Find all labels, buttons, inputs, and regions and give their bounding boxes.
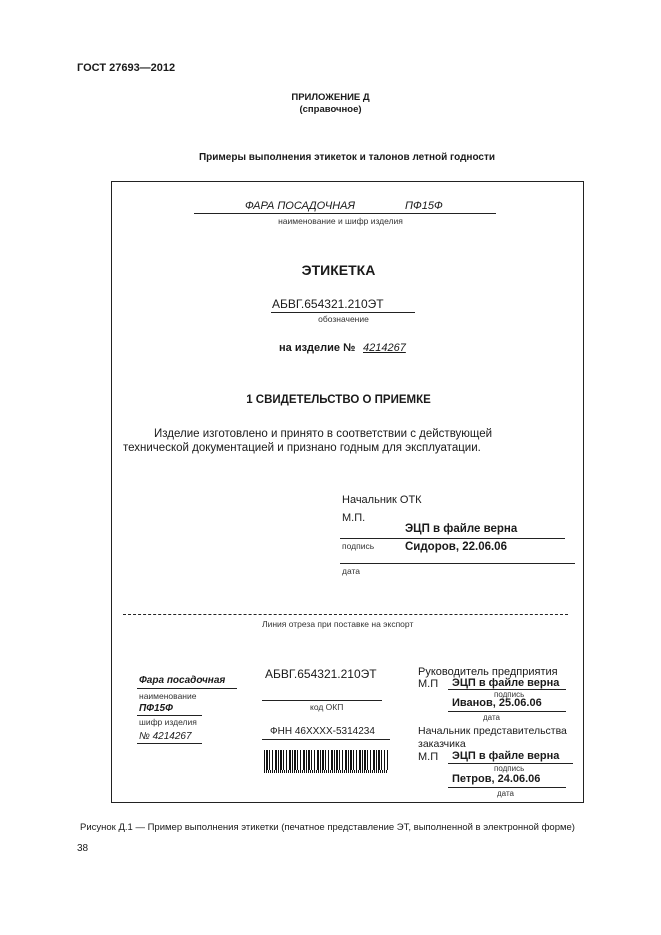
date-caption: дата [342, 566, 361, 576]
stub-designation: АБВГ.654321.210ЭТ [265, 667, 377, 681]
stub-number: № 4214267 [139, 731, 192, 742]
manager-signature: ЭЦП в файле верна [452, 677, 560, 689]
rep-title-1: Начальник представительства [418, 725, 567, 737]
signature-caption: подпись [342, 541, 375, 551]
designation-underline [271, 312, 415, 313]
barcode-guard [264, 770, 388, 773]
signature-underline [340, 538, 565, 539]
rep-seal: М.П [418, 751, 439, 763]
certificate-title: 1 СВИДЕТЕЛЬСТВО О ПРИЕМКЕ [246, 394, 431, 406]
product-name: ФАРА ПОСАДОЧНАЯ [245, 200, 356, 212]
okp-caption: код ОКП [310, 702, 344, 712]
stub-code: ПФ15Ф [139, 703, 173, 714]
manager-date-caption: дата [483, 713, 500, 722]
product-caption: наименование и шифр изделия [278, 216, 403, 226]
manager-date-underline [448, 711, 566, 712]
manager-title: Руководитель предприятия [418, 666, 558, 678]
manager-seal: М.П [418, 678, 439, 690]
cut-line-caption: Линия отреза при поставке на экспорт [262, 619, 414, 629]
seal-mark: М.П. [342, 512, 366, 524]
signature-name: Сидоров, 22.06.06 [405, 541, 507, 553]
rep-name: Петров, 24.06.06 [452, 773, 541, 785]
appendix-title: ПРИЛОЖЕНИЕ Д [291, 92, 370, 103]
fnn-underline [262, 739, 390, 740]
barcode [264, 750, 388, 770]
cut-line [123, 614, 568, 615]
stub-number-underline [137, 743, 202, 744]
item-prefix: на изделие № [279, 342, 356, 354]
manager-name: Иванов, 25.06.06 [452, 697, 542, 709]
page-number: 38 [77, 843, 89, 854]
rep-title-2: заказчика [418, 738, 466, 750]
stub-code-underline [137, 715, 202, 716]
product-code: ПФ15Ф [405, 200, 443, 212]
certificate-line-1: Изделие изготовлено и принято в соответствии с действующей [154, 428, 493, 440]
otk-head: Начальник ОТК [342, 494, 422, 506]
item-number: 4214267 [363, 342, 406, 354]
manager-sig-caption: подпись [494, 690, 525, 699]
rep-signature: ЭЦП в файле верна [452, 750, 560, 762]
rep-date-caption: дата [497, 789, 514, 798]
designation-caption: обозначение [318, 314, 369, 324]
fnn-code: ФНН 46XXXX-5314234 [270, 726, 375, 737]
standard-header: ГОСТ 27693—2012 [77, 62, 176, 74]
okp-underline [262, 700, 382, 701]
date-underline [340, 563, 575, 564]
stub-name-underline [137, 688, 237, 689]
appendix-subtitle: (справочное) [299, 104, 362, 115]
product-underline [194, 213, 496, 214]
stub-code-caption: шифр изделия [139, 717, 197, 727]
designation: АБВГ.654321.210ЭТ [272, 297, 384, 311]
label-title: ЭТИКЕТКА [301, 262, 376, 278]
figure-caption: Рисунок Д.1 — Пример выполнения этикетки (печатное представление ЭТ, выполненной в электронной форме) [80, 822, 575, 833]
signature-text: ЭЦП в файле верна [405, 523, 518, 535]
stub-name-caption: наименование [139, 691, 197, 701]
rep-date-underline [448, 787, 566, 788]
certificate-line-2: технической документацией и признано годным для эксплуатации. [123, 442, 481, 454]
section-title: Примеры выполнения этикеток и талонов летной годности [198, 152, 496, 163]
stub-name: Фара посадочная [139, 675, 226, 686]
rep-sig-caption: подпись [494, 764, 525, 773]
